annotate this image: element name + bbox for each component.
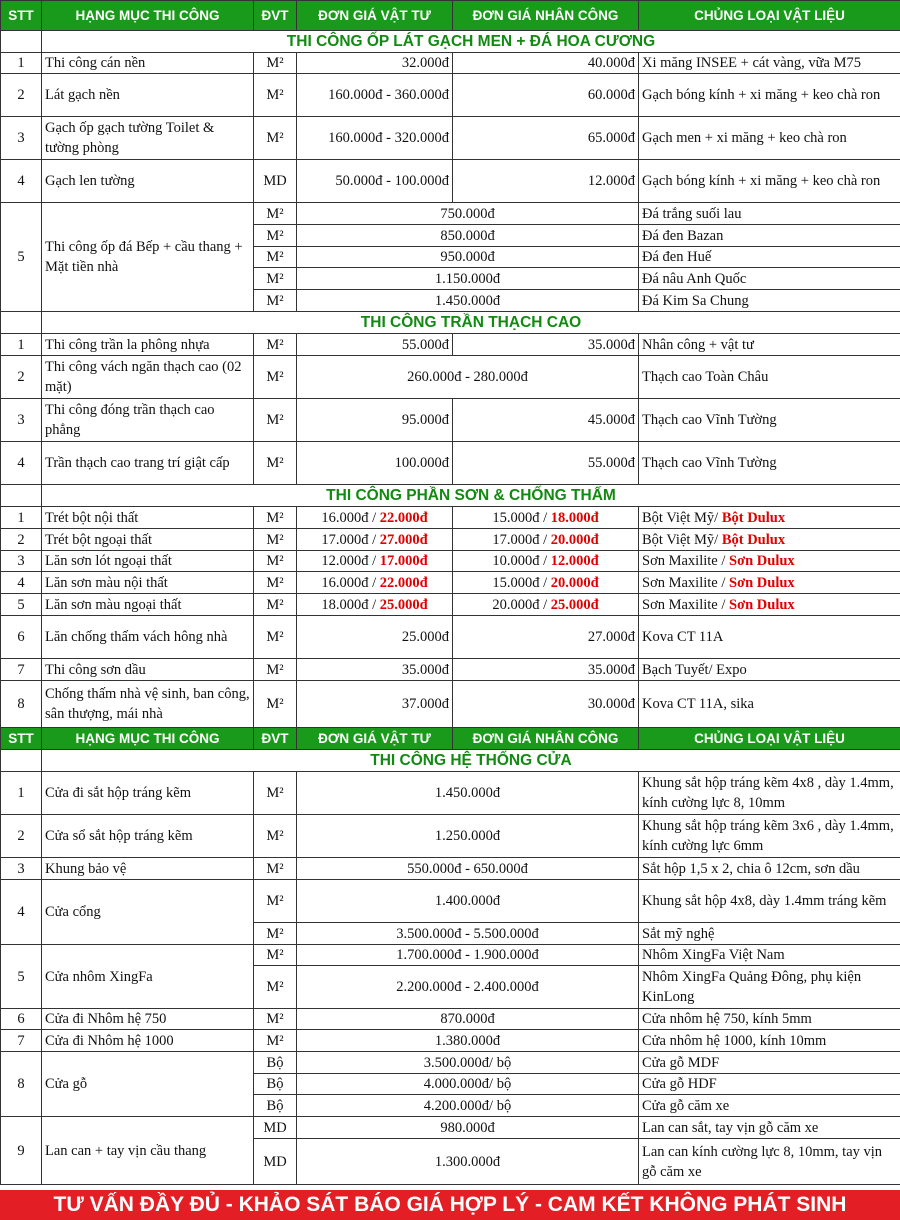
row-price: 4.200.000đ/ bộ xyxy=(297,1095,639,1117)
row-item: Cửa cổng xyxy=(42,880,254,945)
row-material-type: Khung sắt hộp tráng kẽm 3x6 , dày 1.4mm, kính cường lực 6mm xyxy=(639,815,900,858)
price-separator: / xyxy=(543,596,548,613)
row-labor-price: 30.000đ xyxy=(453,681,639,728)
row-item: Cửa đi Nhôm hệ 750 xyxy=(42,1009,254,1030)
row-unit: Bộ xyxy=(254,1052,297,1074)
row-unit: M² xyxy=(254,572,297,594)
row-material-price: 100.000đ xyxy=(297,442,453,485)
row-stt: 5 xyxy=(1,945,42,1009)
row-material-price: 25.000đ xyxy=(297,616,453,659)
table-row xyxy=(1,815,900,858)
row-item: Cửa nhôm XingFa xyxy=(42,945,254,1009)
table-row xyxy=(1,399,900,442)
row-material-price: 37.000đ xyxy=(297,681,453,728)
row-unit: M² xyxy=(254,247,297,268)
row-material-type: Gạch bóng kính + xi măng + keo chà ron xyxy=(639,74,900,117)
row-stt: 3 xyxy=(1,117,42,160)
table-header xyxy=(1,728,900,750)
price-premium: 17.000đ xyxy=(379,553,428,569)
row-price: 1.700.000đ - 1.900.000đ xyxy=(297,945,639,966)
price-premium: 20.000đ xyxy=(550,574,599,591)
row-item: Gạch ốp gạch tường Toilet & tường phòng xyxy=(42,117,254,160)
row-labor-price: 65.000đ xyxy=(453,117,639,160)
row-material-type: Nhân công + vật tư xyxy=(639,334,900,356)
row-material-type xyxy=(639,529,900,551)
header-item: HẠNG MỤC THI CÔNG xyxy=(42,728,254,750)
row-stt: 6 xyxy=(1,1009,42,1030)
row-unit: M² xyxy=(254,815,297,858)
row-material-type: Khung sắt hộp 4x8, dày 1.4mm tráng kẽm xyxy=(639,880,900,923)
price-separator: / xyxy=(543,509,548,526)
row-stt: 6 xyxy=(1,616,42,659)
row-unit: MD xyxy=(254,1117,297,1139)
header-unit: ĐVT xyxy=(254,1,297,31)
row-item: Gạch len tường xyxy=(42,160,254,203)
row-unit: M² xyxy=(254,529,297,551)
row-stt: 8 xyxy=(1,1052,42,1117)
row-item: Lăn sơn màu nội thất xyxy=(42,572,254,594)
row-material-type: Thạch cao Toàn Châu xyxy=(639,356,900,399)
row-item: Thi công trần la phông nhựa xyxy=(42,334,254,356)
row-material-type: Đá nâu Anh Quốc xyxy=(639,268,900,290)
row-material-type: Khung sắt hộp tráng kẽm 4x8 , dày 1.4mm, kính cường lực 8, 10mm xyxy=(639,772,900,815)
row-price: 1.150.000đ xyxy=(297,268,639,290)
row-price: 1.450.000đ xyxy=(297,772,639,815)
row-item: Lăn chống thấm vách hông nhà xyxy=(42,616,254,659)
row-material-type: Thạch cao Vĩnh Tường xyxy=(639,399,900,442)
price-standard: 12.000đ xyxy=(321,553,369,569)
row-unit: M² xyxy=(254,681,297,728)
brand-standard: Sơn Maxilite / xyxy=(642,553,726,569)
header-stt: STT xyxy=(1,728,42,750)
row-stt: 2 xyxy=(1,356,42,399)
row-labor-price xyxy=(453,572,639,594)
row-unit: MD xyxy=(254,160,297,203)
price-separator: / xyxy=(543,553,548,569)
table-row xyxy=(1,858,900,880)
table-header xyxy=(1,1,900,31)
section-row xyxy=(1,750,900,772)
table-row xyxy=(1,551,900,572)
price-premium: 27.000đ xyxy=(379,531,428,548)
row-stt: 5 xyxy=(1,203,42,312)
row-material-type: Đá đen Huế xyxy=(639,247,900,268)
header-item: HẠNG MỤC THI CÔNG xyxy=(42,1,254,31)
section-title-tile: THI CÔNG ỐP LÁT GẠCH MEN + ĐÁ HOA CƯƠNG xyxy=(42,31,900,53)
row-item: Thi công vách ngăn thạch cao (02 mặt) xyxy=(42,356,254,399)
row-item: Lăn sơn màu ngoại thất xyxy=(42,594,254,616)
price-standard: 17.000đ xyxy=(492,531,540,548)
table-row xyxy=(1,945,900,966)
brand-standard: Bột Việt Mỹ/ xyxy=(642,531,719,548)
row-material-type xyxy=(639,507,900,529)
row-unit: M² xyxy=(254,290,297,312)
row-unit: M² xyxy=(254,53,297,74)
header-material-price: ĐƠN GIÁ VẬT TƯ xyxy=(297,728,453,750)
section-row xyxy=(1,31,900,53)
row-stt: 3 xyxy=(1,551,42,572)
header-labor-price: ĐƠN GIÁ NHÂN CÔNG xyxy=(453,1,639,31)
row-material-type: Sắt hộp 1,5 x 2, chia ô 12cm, sơn dầu xyxy=(639,858,900,880)
row-stt: 1 xyxy=(1,772,42,815)
price-standard: 16.000đ xyxy=(321,574,369,591)
row-unit: M² xyxy=(254,772,297,815)
table-row xyxy=(1,74,900,117)
row-unit: M² xyxy=(254,399,297,442)
price-standard: 10.000đ xyxy=(492,553,540,569)
row-labor-price: 27.000đ xyxy=(453,616,639,659)
row-labor-price xyxy=(453,551,639,572)
row-item: Cửa đi sắt hộp tráng kẽm xyxy=(42,772,254,815)
row-labor-price xyxy=(453,507,639,529)
row-material-type: Cửa nhôm hệ 1000, kính 10mm xyxy=(639,1030,900,1052)
table-row xyxy=(1,442,900,485)
row-material-type: Cửa nhôm hệ 750, kính 5mm xyxy=(639,1009,900,1030)
row-stt: 2 xyxy=(1,529,42,551)
row-material-type: Cửa gỗ MDF xyxy=(639,1052,900,1074)
row-stt: 4 xyxy=(1,572,42,594)
section-title-paint: THI CÔNG PHẦN SƠN & CHỐNG THẤM xyxy=(42,485,900,507)
header-labor-price: ĐƠN GIÁ NHÂN CÔNG xyxy=(453,728,639,750)
table-row xyxy=(1,880,900,923)
row-stt: 7 xyxy=(1,659,42,681)
row-price: 1.380.000đ xyxy=(297,1030,639,1052)
header-material-type: CHỦNG LOẠI VẬT LIỆU xyxy=(639,728,900,750)
row-material-type: Kova CT 11A, sika xyxy=(639,681,900,728)
row-item: Trần thạch cao trang trí giật cấp xyxy=(42,442,254,485)
row-material-type: Cửa gỗ căm xe xyxy=(639,1095,900,1117)
row-price: 3.500.000đ/ bộ xyxy=(297,1052,639,1074)
row-item: Trét bột nội thất xyxy=(42,507,254,529)
row-labor-price: 12.000đ xyxy=(453,160,639,203)
row-price: 1.450.000đ xyxy=(297,290,639,312)
brand-premium: Bột Dulux xyxy=(721,531,786,548)
row-unit: M² xyxy=(254,507,297,529)
price-separator: / xyxy=(372,509,377,526)
row-material-price xyxy=(297,594,453,616)
price-premium: 20.000đ xyxy=(550,531,599,548)
brand-premium: Sơn Dulux xyxy=(729,596,795,613)
brand-standard: Bột Việt Mỹ/ xyxy=(642,509,719,526)
table-row xyxy=(1,507,900,529)
row-stt: 1 xyxy=(1,507,42,529)
table-row xyxy=(1,356,900,399)
row-item: Thi công cán nền xyxy=(42,53,254,74)
row-material-type: Bạch Tuyết/ Expo xyxy=(639,659,900,681)
table-row xyxy=(1,117,900,160)
header-material-type: CHỦNG LOẠI VẬT LIỆU xyxy=(639,1,900,31)
row-material-price xyxy=(297,507,453,529)
price-premium: 12.000đ xyxy=(550,553,599,569)
table-row xyxy=(1,572,900,594)
row-unit: M² xyxy=(254,1030,297,1052)
row-labor-price: 35.000đ xyxy=(453,334,639,356)
row-item: Lan can + tay vịn cầu thang xyxy=(42,1117,254,1185)
section-title-doors: THI CÔNG HỆ THỐNG CỬA xyxy=(42,750,900,772)
brand-standard: Sơn Maxilite / xyxy=(642,574,726,591)
row-labor-price: 45.000đ xyxy=(453,399,639,442)
row-unit: M² xyxy=(254,616,297,659)
price-standard: 16.000đ xyxy=(321,509,369,526)
row-item: Chống thấm nhà vệ sinh, ban công, sân thượng, mái nhà xyxy=(42,681,254,728)
row-stt: 4 xyxy=(1,442,42,485)
price-standard: 20.000đ xyxy=(492,596,540,613)
row-unit: M² xyxy=(254,880,297,923)
row-price: 260.000đ - 280.000đ xyxy=(297,356,639,399)
row-unit: M² xyxy=(254,923,297,945)
row-unit: M² xyxy=(254,268,297,290)
table-row xyxy=(1,772,900,815)
row-unit: M² xyxy=(254,356,297,399)
table-row xyxy=(1,53,900,74)
row-material-type xyxy=(639,551,900,572)
row-material-type: Gạch men + xi măng + keo chà ron xyxy=(639,117,900,160)
header-stt: STT xyxy=(1,1,42,31)
price-premium: 22.000đ xyxy=(379,574,428,591)
row-labor-price xyxy=(453,529,639,551)
price-standard: 17.000đ xyxy=(321,531,369,548)
row-item: Cửa gỗ xyxy=(42,1052,254,1117)
row-unit: M² xyxy=(254,551,297,572)
row-stt: 1 xyxy=(1,334,42,356)
price-standard: 18.000đ xyxy=(321,596,369,613)
price-premium: 22.000đ xyxy=(379,509,428,526)
row-item: Cửa sổ sắt hộp tráng kẽm xyxy=(42,815,254,858)
row-unit: M² xyxy=(254,594,297,616)
row-unit: MD xyxy=(254,1139,297,1185)
row-item: Thi công sơn dầu xyxy=(42,659,254,681)
table-row xyxy=(1,334,900,356)
row-material-type: Đá Kim Sa Chung xyxy=(639,290,900,312)
row-material-price: 50.000đ - 100.000đ xyxy=(297,160,453,203)
row-material-price: 32.000đ xyxy=(297,53,453,74)
row-unit: M² xyxy=(254,858,297,880)
section-row xyxy=(1,485,900,507)
row-stt: 7 xyxy=(1,1030,42,1052)
table-row xyxy=(1,529,900,551)
row-material-price: 95.000đ xyxy=(297,399,453,442)
row-price: 980.000đ xyxy=(297,1117,639,1139)
price-premium: 25.000đ xyxy=(550,596,599,613)
row-item: Khung bảo vệ xyxy=(42,858,254,880)
row-labor-price xyxy=(453,594,639,616)
row-material-price: 35.000đ xyxy=(297,659,453,681)
price-standard: 15.000đ xyxy=(492,574,540,591)
row-material-price: 160.000đ - 320.000đ xyxy=(297,117,453,160)
row-material-type: Nhôm XingFa Quảng Đông, phụ kiện KinLong xyxy=(639,966,900,1009)
row-unit: M² xyxy=(254,334,297,356)
row-unit: M² xyxy=(254,203,297,225)
row-price: 1.250.000đ xyxy=(297,815,639,858)
row-item: Lăn sơn lót ngoại thất xyxy=(42,551,254,572)
brand-standard: Sơn Maxilite / xyxy=(642,596,726,613)
row-price: 750.000đ xyxy=(297,203,639,225)
section-row xyxy=(1,312,900,334)
row-material-type xyxy=(639,594,900,616)
price-standard: 15.000đ xyxy=(492,509,540,526)
row-material-type: Cửa gỗ HDF xyxy=(639,1074,900,1095)
price-premium: 18.000đ xyxy=(550,509,599,526)
row-stt: 4 xyxy=(1,880,42,945)
row-price: 2.200.000đ - 2.400.000đ xyxy=(297,966,639,1009)
row-price: 1.300.000đ xyxy=(297,1139,639,1185)
row-unit: Bộ xyxy=(254,1095,297,1117)
row-unit: M² xyxy=(254,1009,297,1030)
row-stt: 3 xyxy=(1,858,42,880)
row-material-price xyxy=(297,529,453,551)
row-item: Cửa đi Nhôm hệ 1000 xyxy=(42,1030,254,1052)
row-labor-price: 55.000đ xyxy=(453,442,639,485)
row-material-price xyxy=(297,572,453,594)
section-title-ceiling: THI CÔNG TRẦN THẠCH CAO xyxy=(42,312,900,334)
row-material-price xyxy=(297,551,453,572)
row-material-type: Gạch bóng kính + xi măng + keo chà ron xyxy=(639,160,900,203)
row-stt: 5 xyxy=(1,594,42,616)
price-separator: / xyxy=(543,531,548,548)
row-labor-price: 60.000đ xyxy=(453,74,639,117)
row-material-price: 55.000đ xyxy=(297,334,453,356)
row-stt: 3 xyxy=(1,399,42,442)
row-material-type: Lan can kính cường lực 8, 10mm, tay vịn gỗ căm xe xyxy=(639,1139,900,1185)
price-separator: / xyxy=(372,531,377,548)
row-stt: 9 xyxy=(1,1117,42,1185)
table-row xyxy=(1,1009,900,1030)
table-row xyxy=(1,160,900,203)
row-item: Trét bột ngoại thất xyxy=(42,529,254,551)
row-material-type: Lan can sắt, tay vịn gỗ căm xe xyxy=(639,1117,900,1139)
row-material-type: Thạch cao Vĩnh Tường xyxy=(639,442,900,485)
row-material-type xyxy=(639,572,900,594)
row-stt: 8 xyxy=(1,681,42,728)
footer-banner: TƯ VẤN ĐẦY ĐỦ - KHẢO SÁT BÁO GIÁ HỢP LÝ - CAM KẾT KHÔNG PHÁT SINH xyxy=(0,1190,900,1220)
row-material-type: Nhôm XingFa Việt Nam xyxy=(639,945,900,966)
price-separator: / xyxy=(372,553,377,569)
row-price: 850.000đ xyxy=(297,225,639,247)
header-material-price: ĐƠN GIÁ VẬT TƯ xyxy=(297,1,453,31)
table-row xyxy=(1,1117,900,1139)
row-stt: 2 xyxy=(1,74,42,117)
row-unit: Bộ xyxy=(254,1074,297,1095)
brand-premium: Sơn Dulux xyxy=(729,574,795,591)
row-price: 1.400.000đ xyxy=(297,880,639,923)
row-material-type: Sắt mỹ nghệ xyxy=(639,923,900,945)
brand-premium: Bột Dulux xyxy=(721,509,786,526)
row-unit: M² xyxy=(254,117,297,160)
table-row xyxy=(1,1052,900,1074)
price-separator: / xyxy=(372,596,377,613)
row-item: Thi công ốp đá Bếp + cầu thang + Mặt tiền nhà xyxy=(42,203,254,312)
row-material-type: Kova CT 11A xyxy=(639,616,900,659)
row-unit: M² xyxy=(254,74,297,117)
table-row xyxy=(1,1030,900,1052)
price-separator: / xyxy=(372,574,377,591)
row-stt: 1 xyxy=(1,53,42,74)
row-stt: 2 xyxy=(1,815,42,858)
row-labor-price: 40.000đ xyxy=(453,53,639,74)
row-material-type: Đá trắng suối lau xyxy=(639,203,900,225)
table-row xyxy=(1,681,900,728)
row-price: 3.500.000đ - 5.500.000đ xyxy=(297,923,639,945)
row-item: Thi công đóng trần thạch cao phẳng xyxy=(42,399,254,442)
row-item: Lát gạch nền xyxy=(42,74,254,117)
brand-premium: Sơn Dulux xyxy=(729,553,795,569)
row-price: 950.000đ xyxy=(297,247,639,268)
table-row xyxy=(1,616,900,659)
row-unit: M² xyxy=(254,945,297,966)
row-unit: M² xyxy=(254,966,297,1009)
table-row xyxy=(1,659,900,681)
table-row xyxy=(1,203,900,225)
row-stt: 4 xyxy=(1,160,42,203)
row-price: 870.000đ xyxy=(297,1009,639,1030)
row-material-type: Đá đen Bazan xyxy=(639,225,900,247)
row-labor-price: 35.000đ xyxy=(453,659,639,681)
price-separator: / xyxy=(543,574,548,591)
row-material-price: 160.000đ - 360.000đ xyxy=(297,74,453,117)
row-price: 550.000đ - 650.000đ xyxy=(297,858,639,880)
header-unit: ĐVT xyxy=(254,728,297,750)
row-unit: M² xyxy=(254,442,297,485)
row-unit: M² xyxy=(254,659,297,681)
price-premium: 25.000đ xyxy=(379,596,428,613)
row-unit: M² xyxy=(254,225,297,247)
row-price: 4.000.000đ/ bộ xyxy=(297,1074,639,1095)
row-material-type: Xi măng INSEE + cát vàng, vữa M75 xyxy=(639,53,900,74)
table-row xyxy=(1,594,900,616)
